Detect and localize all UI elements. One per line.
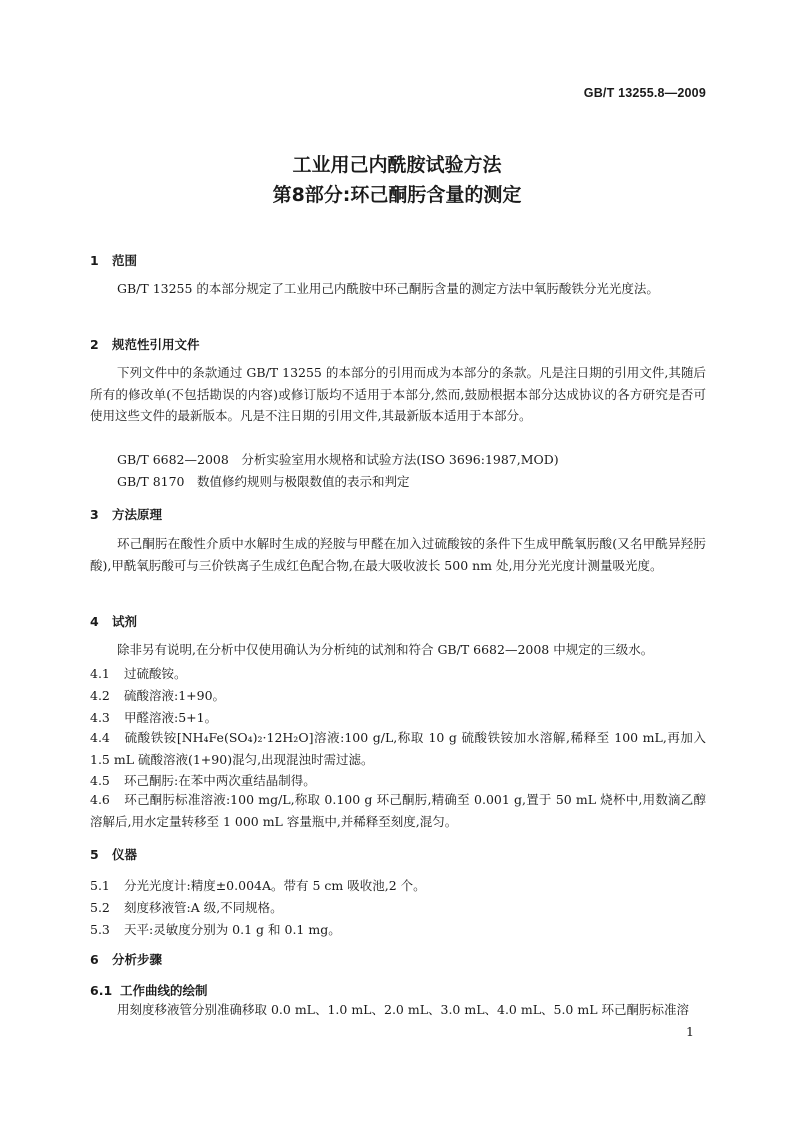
- section-1-heading: [90, 251, 137, 269]
- section-title: 试剂: [112, 614, 138, 629]
- subsection-6-1-heading: [90, 981, 208, 999]
- section-4-heading: [90, 612, 137, 630]
- section-1-paragraph: GB/T 13255 的本部分规定了工业用己内酰胺中环己酮肟含量的测定方法中氧肟酸铁分光光度法。: [117, 281, 659, 296]
- section-3-paragraph: 环己酮肟在酸性介质中水解时生成的羟胺与甲醛在加入过硫酸铵的条件下生成甲酰氧肟酸(又名甲酰异羟肟酸),甲酰氧肟酸可与三价铁离子生成红色配合物,在最大吸收波长 500 nm 处,用分光光度计测量吸光度。: [90, 536, 706, 573]
- section-3-heading: [90, 505, 162, 523]
- section-number: 2: [90, 337, 99, 352]
- section-2-paragraph: 下列文件中的条款通过 GB/T 13255 的本部分的引用而成为本部分的条款。凡是注日期的引用文件,其随后所有的修改单(不包括勘误的内容)或修订版均不适用于本部分,然而,鼓励根据本部分达成协议的各方研究是否可使用这些文件的最新版本。凡是不注日期的引用文件,其最新版本适用于本部分。: [90, 365, 706, 423]
- apparatus-item: [90, 920, 341, 938]
- reagent-item: [90, 771, 316, 789]
- reagent-item: [90, 708, 217, 726]
- subsection-6-1-paragraph: 用刻度移液管分别准确移取 0.0 mL、1.0 mL、2.0 mL、3.0 mL、4.0 mL、5.0 mL 环己酮肟标准溶: [117, 1002, 689, 1017]
- item-text: 分光光度计:精度±0.004A。带有 5 cm 吸收池,2 个。: [124, 878, 426, 893]
- item-number: 4.2: [90, 688, 110, 703]
- section-5-heading: [90, 845, 137, 863]
- document-title: 工业用己内酰胺试验方法: [292, 154, 502, 176]
- item-number: 4.4: [90, 730, 110, 745]
- subsection-number: 6.1: [90, 983, 113, 998]
- section-title: 方法原理: [112, 507, 163, 522]
- normative-reference-2: GB/T 8170 数值修约规则与极限数值的表示和判定: [117, 474, 410, 489]
- reagent-item: [90, 727, 706, 770]
- item-text: 刻度移液管:A 级,不同规格。: [124, 900, 283, 915]
- item-text: 过硫酸铵。: [124, 666, 187, 681]
- item-number: 5.2: [90, 900, 110, 915]
- page-number: 1: [686, 1024, 694, 1039]
- item-text: 环己酮肟:在苯中两次重结晶制得。: [124, 773, 316, 788]
- section-number: 6: [90, 952, 99, 967]
- section-title: 仪器: [112, 847, 138, 862]
- section-number: 3: [90, 507, 99, 522]
- reagent-item: [90, 789, 706, 832]
- apparatus-item: [90, 876, 426, 894]
- standard-code: GB/T 13255.8—2009: [583, 86, 706, 100]
- item-text: 硫酸溶液:1+90。: [124, 688, 226, 703]
- item-number: 4.3: [90, 710, 110, 725]
- item-number: 4.5: [90, 773, 110, 788]
- item-number: 5.3: [90, 922, 110, 937]
- section-6-heading: [90, 950, 162, 968]
- section-2-heading: [90, 335, 200, 353]
- section-4-intro: 除非另有说明,在分析中仅使用确认为分析纯的试剂和符合 GB/T 6682—2008 中规定的三级水。: [117, 642, 654, 657]
- item-number: 5.1: [90, 878, 110, 893]
- normative-reference-1: GB/T 6682—2008 分析实验室用水规格和试验方法(ISO 3696:1987,MOD): [117, 452, 559, 467]
- item-text: 环己酮肟标准溶液:100 mg/L,称取 0.100 g 环己酮肟,精确至 0.001 g,置于 50 mL 烧杯中,用数滴乙醇溶解后,用水定量转移至 1 000 mL 容量瓶中,并稀释至刻度,混匀。: [90, 792, 706, 829]
- section-number: 4: [90, 614, 99, 629]
- item-number: 4.6: [90, 792, 110, 807]
- section-number: 1: [90, 253, 99, 268]
- item-text: 硫酸铁铵[NH₄Fe(SO₄)₂·12H₂O]溶液:100 g/L,称取 10 g 硫酸铁铵加水溶解,稀释至 100 mL,再加入 1.5 mL 硫酸溶液(1+90)混匀,出现混浊时需过滤。: [90, 730, 706, 767]
- item-text: 天平:灵敏度分别为 0.1 g 和 0.1 mg。: [124, 922, 341, 937]
- section-title: 分析步骤: [112, 952, 163, 967]
- item-text: 甲醛溶液:5+1。: [124, 710, 218, 725]
- item-number: 4.1: [90, 666, 110, 681]
- reagent-item: [90, 664, 187, 682]
- document-subtitle: 第8部分:环己酮肟含量的测定: [272, 184, 522, 206]
- section-number: 5: [90, 847, 99, 862]
- subsection-title: 工作曲线的绘制: [120, 983, 208, 998]
- apparatus-item: [90, 898, 283, 916]
- reagent-item: [90, 686, 225, 704]
- section-title: 范围: [112, 253, 138, 268]
- section-title: 规范性引用文件: [112, 337, 200, 352]
